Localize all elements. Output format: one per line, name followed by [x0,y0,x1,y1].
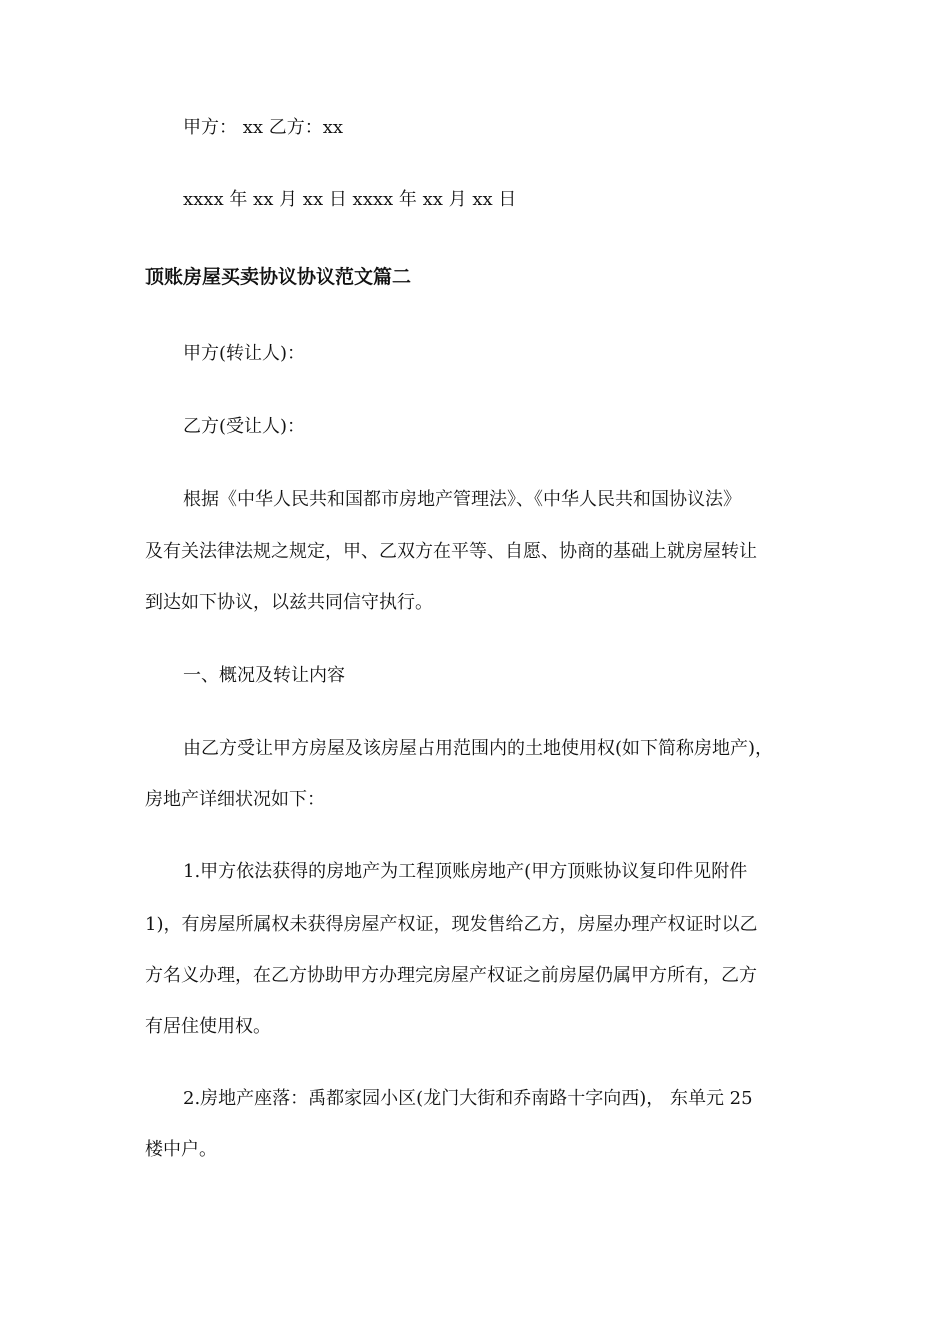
paragraph-line: 1.甲方依法获得的房地产为工程顶账房地产(甲方顶账协议复印件见附件 [183,861,748,882]
paragraph-line: 方名义办理，在乙方协助甲方办理完房屋产权证之前房屋仍属甲方所有，乙方 [145,965,757,986]
article-1-heading: 一、概况及转让内容 [183,665,345,686]
party-a-label: 甲方(转让人)： [183,343,306,364]
paragraph-line: 到达如下协议，以兹共同信守执行。 [145,592,433,613]
paragraph-line: 房地产详细状况如下： [145,789,325,810]
paragraph-line: 由乙方受让甲方房屋及该房屋占用范围内的土地使用权(如下简称房地产)， [183,738,774,759]
signature-date-line: xxxx 年 xx 月 xx 日 xxxx 年 xx 月 xx 日 [183,189,517,210]
signature-parties-line: 甲方： xx 乙方：xx [183,117,344,138]
party-b-label: 乙方(受让人)： [183,416,306,437]
paragraph-line: 2.房地产座落：禹都家园小区(龙门大街和乔南路十字向西)， 东单元 25 [183,1088,753,1109]
paragraph-line: 根据《中华人民共和国都市房地产管理法》、《中华人民共和国协议法》 [183,489,741,510]
paragraph-line: 楼中户。 [145,1139,217,1160]
paragraph-line: 1)，有房屋所属权未获得房屋产权证，现发售给乙方，房屋办理产权证时以乙 [145,914,758,935]
paragraph-line: 有居住使用权。 [145,1016,271,1037]
paragraph-line: 及有关法律法规之规定，甲、乙双方在平等、自愿、协商的基础上就房屋转让 [145,541,757,562]
section-title: 顶账房屋买卖协议协议范文篇二 [145,266,412,288]
